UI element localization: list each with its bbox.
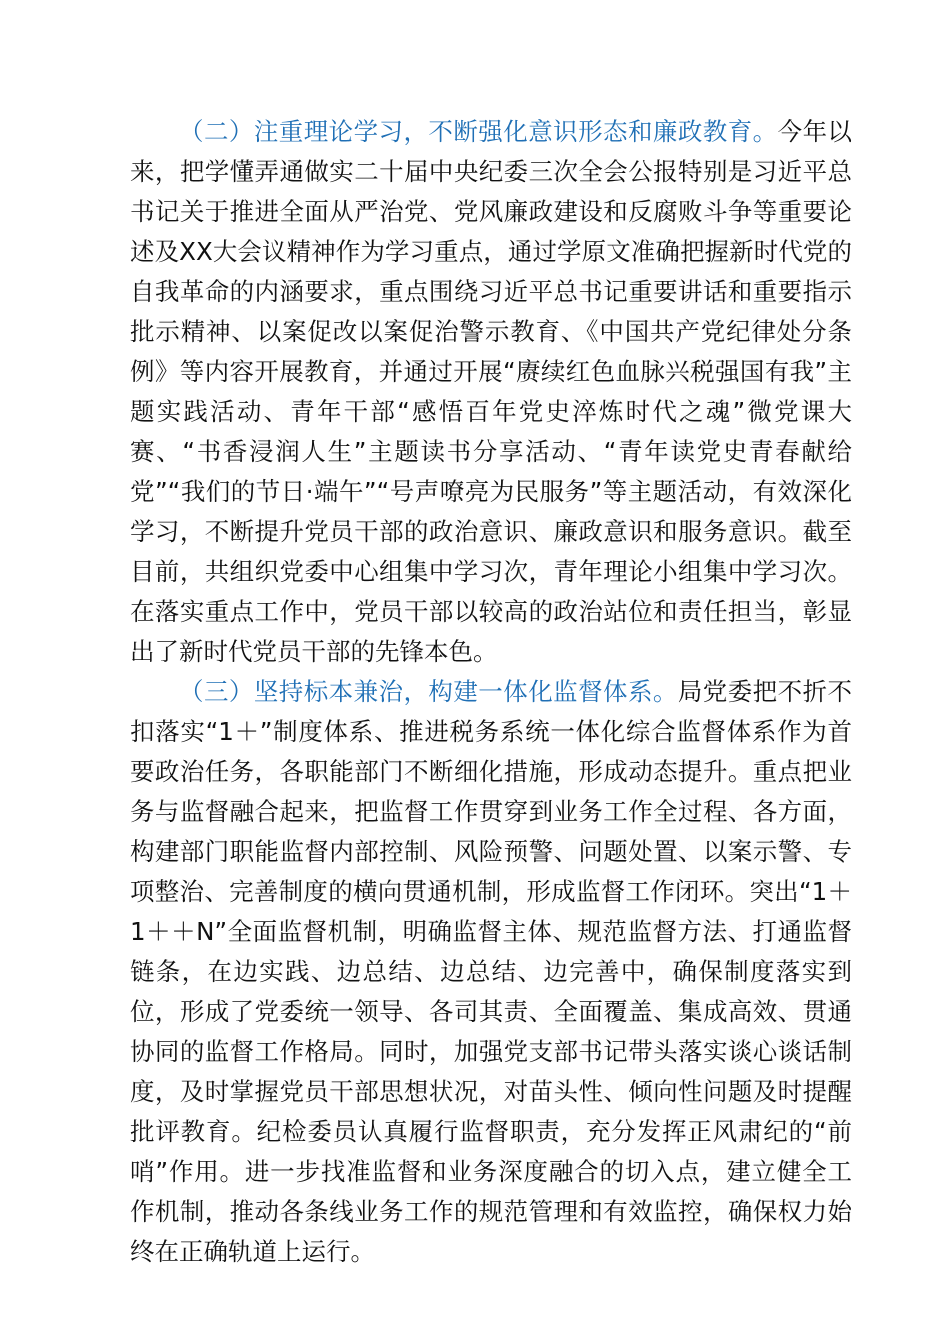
section-three-body: 局党委把不折不扣落实“1＋”制度体系、推进税务系统一体化综合监督体系作为首要政治任务，各职能部门不断细化措施，形成动态提升。重点把业务与监督融合起来，把监督工作贯穿到业务工作全过程、各方面，构建部门职能监督内部控制、风险预警、问题处置、以案示警、专项整治、完善制度的横向贯通机制，形成监督工作闭环。突出“1＋1＋＋N”全面监督机制，明确监督主体、规范监督方法、打通监督链条，在边实践、边总结、边总结、边完善中，确保制度落实到位，形成了党委统一领导、各司其责、全面覆盖、集成高效、贯通协同的监督工作格局。同时，加强党支部书记带头落实谈心谈话制度，及时掌握党员干部思想状况，对苗头性、倾向性问题及时提醒批评教育。纪检委员认真履行监督职责，充分发挥正风肃纪的“前哨”作用。进一步找准监督和业务深度融合的切入点，建立健全工作机制，推动各条线业务工作的规范管理和有效监控，确保权力始终在正确轨道上运行。 (130, 677, 853, 1266)
section-three-paragraph (130, 672, 852, 1272)
section-two-body: 今年以来，把学懂弄通做实二十届中央纪委三次全会公报特别是习近平总书记关于推进全面从严治党、党风廉政建设和反腐败斗争等重要论述及XX大会议精神作为学习重点，通过学原文准确把握新时代党的自我革命的内涵要求，重点围绕习近平总书记重要讲话和重要指示批示精神、以案促改以案促治警示教育、《中国共产党纪律处分条例》等内容开展教育，并通过开展“赓续红色血脉兴税强国有我”主题实践活动、青年干部“感悟百年党史淬炼时代之魂”微党课大赛、“书香浸润人生”主题读书分享活动、“青年读党史青春献给党”“我们的节日·端午”“号声嘹亮为民服务”等主题活动，有效深化学习，不断提升党员干部的政治意识、廉政意识和服务意识。截至目前，共组织党委中心组集中学习次，青年理论小组集中学习次。在落实重点工作中，党员干部以较高的政治站位和责任担当，彰显出了新时代党员干部的先锋本色。 (130, 117, 853, 666)
section-two-heading: （二）注重理论学习，不断强化意识形态和廉政教育。 (179, 117, 778, 146)
section-two-paragraph (130, 112, 852, 672)
section-three-heading: （三）坚持标本兼治，构建一体化监督体系。 (179, 677, 678, 706)
document-page (130, 112, 852, 1272)
